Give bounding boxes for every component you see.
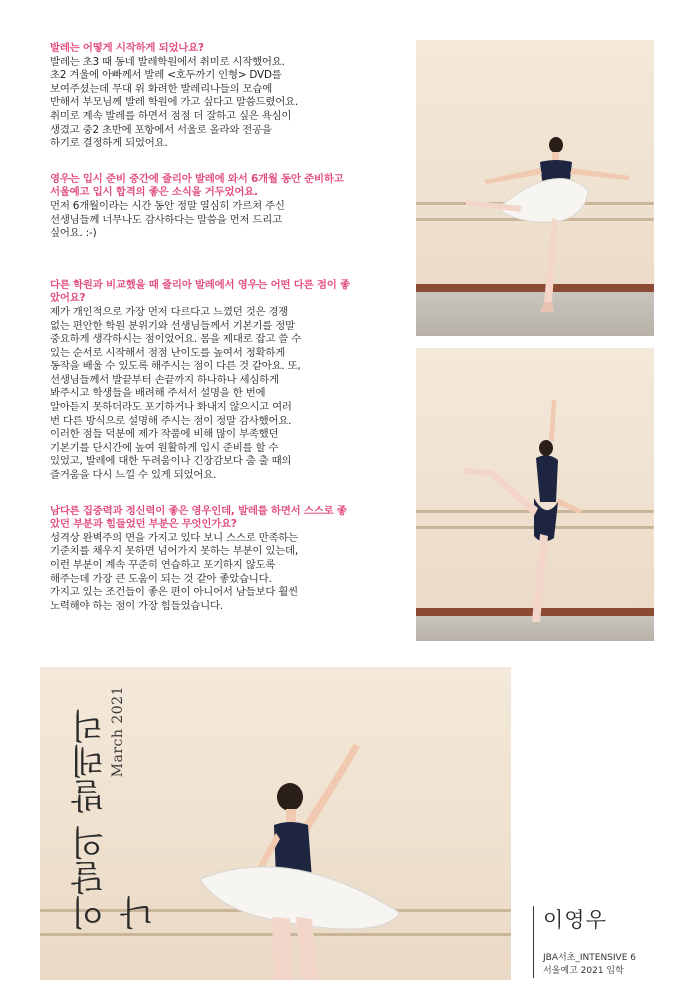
question-1: 발레는 어떻게 시작하게 되었나요?	[50, 42, 204, 54]
feature-title-main: 이달의 발레리나	[71, 708, 160, 930]
ballerina-figure-2	[416, 348, 654, 641]
answer-1: 발레는 초3 때 동네 발레학원에서 취미로 시작했어요. 초2 겨울에 아빠께서 발레 <호두까기 인형> DVD를 보여주셨는데 무대 위 화려한 발레리나들의 모습에 반해서 부모님께 발레 학원에 가고 싶다고 말씀드렸어요. 취미로 계속 발레를 하면서 점점 더 잘하고 싶은 욕심이 생겼고 중2 초반에 포항에서 서울로 올라와 전공을 하기로 결정하게 되었어요.	[50, 55, 298, 150]
profile-name: 이영우	[543, 908, 607, 932]
feature-title	[66, 680, 160, 930]
answer-2: 먼저 6개월이라는 시간 동안 정말 열심히 가르쳐 주신 선생님들께 너무나도 감사하다는 말씀을 먼저 드리고 싶어요. :-)	[50, 199, 285, 240]
qa-block-2	[50, 173, 350, 241]
profile-class: JBA서초_INTENSIVE 6	[543, 953, 636, 963]
ballerina-photo-arabesque	[416, 348, 654, 641]
ballerina-figure-1	[416, 40, 654, 336]
question-4: 남다른 집중력과 정신력이 좋은 영우인데, 발레를 하면서 스스로 좋았던 부분과 힘들었던 부분은 무엇인가요?	[50, 504, 347, 531]
profile-school: 서울예고 2021 입학	[543, 966, 624, 976]
question-3: 다른 학원과 비교했을 때 줄리아 발레에서 영우는 어떤 다른 점이 좋았어요?	[50, 278, 350, 305]
profile-divider	[533, 906, 534, 978]
ballerina-photo-tutu	[416, 40, 654, 336]
qa-block-3	[50, 279, 350, 483]
feature-title-date: March 2021	[110, 686, 126, 778]
interview-text-column	[50, 42, 350, 627]
qa-block-4	[50, 505, 350, 614]
answer-3: 제가 개인적으로 가장 먼저 다르다고 느꼈던 것은 경쟁 없는 편안한 학원 분위기와 선생님들께서 기본기를 정말 중요하게 생각하시는 점이었어요. 몸을 제대로 잡고 쓸 수 있는 순서로 시작해서 점점 난이도를 높여서 정확하게 동작을 배울 수 있도록 해주시는 점이 다른 것 같아요. 또, 선생님들께서 발끝부터 손끝까지 하나하나 세심하게 봐주시고 학생들을 배려해 주셔서 설명을 한 번에 알아듣지 못하더라도 포기하거나 화내지 않으시고 여러 번 다른 방식으로 설명해 주시는 점이 정말 감사했어요. 이러한 점들 덕분에 제가 작품에 비해 많이 부족했던 기본기를 단시간에 높여 원활하게 입시 준비를 할 수 있었고, 발레에 대한 두려움이나 긴장감보다 춤 출 때의 즐거움을 다시 느낄 수 있게 되었어요.	[50, 305, 302, 482]
answer-4: 성격상 완벽주의 면을 가지고 있다 보니 스스로 만족하는 기준치를 채우지 못하면 넘어가지 못하는 부분이 있는데, 이런 부분이 계속 꾸준히 연습하고 포기하지 않도록 해주는데 가장 큰 도움이 되는 것 같아 좋았습니다. 가지고 있는 조건들이 좋은 편이 아니어서 남들보다 훨씬 노력해야 하는 점이 가장 힘들었습니다.	[50, 531, 298, 612]
qa-block-1	[50, 42, 350, 151]
question-2: 영우는 입시 준비 중간에 줄리아 발레에 와서 6개월 동안 준비하고 서울예고 입시 합격의 좋은 소식을 거두었어요.	[50, 172, 344, 199]
